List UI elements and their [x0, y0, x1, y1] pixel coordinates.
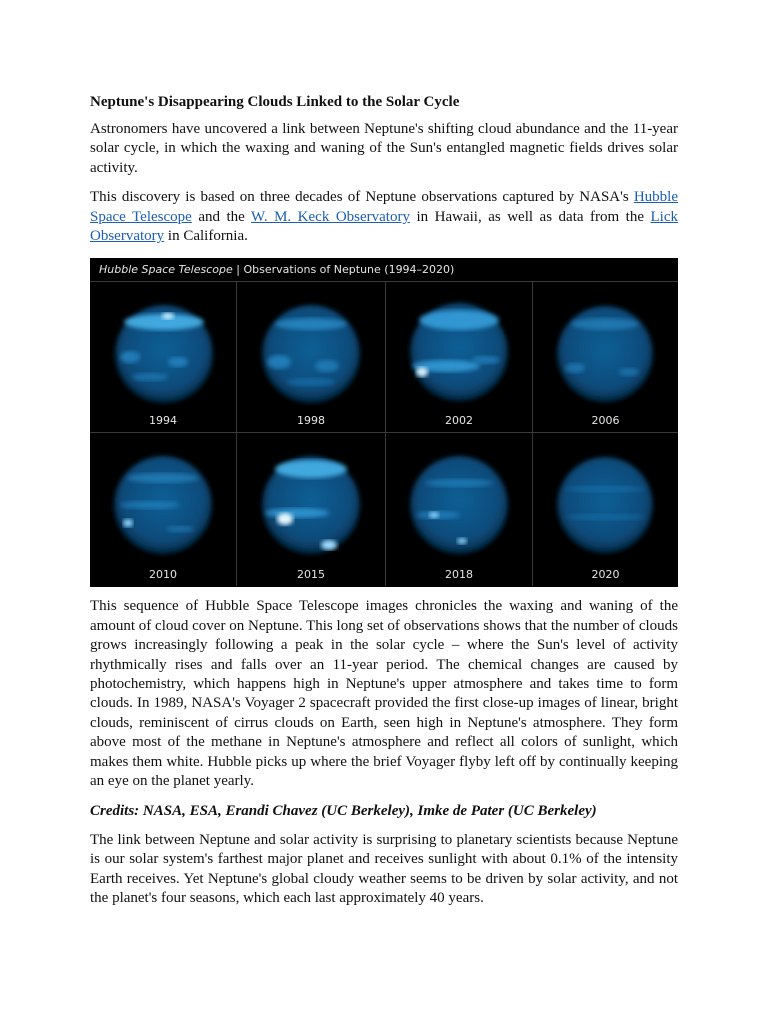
neptune-panel-2018 — [386, 433, 533, 586]
neptune-image-2006 — [533, 282, 678, 433]
year-label-2010: 2010 — [149, 568, 177, 582]
year-label-2002: 2002 — [445, 414, 473, 428]
year-label-2018: 2018 — [445, 568, 473, 582]
neptune-image-2010 — [90, 433, 237, 586]
neptune-image-2002 — [386, 282, 533, 433]
neptune-observations-figure — [90, 258, 678, 587]
neptune-panel-2010 — [90, 433, 237, 586]
neptune-panel-2015 — [237, 433, 386, 586]
hubble-link[interactable]: Hubble Space Telescope — [90, 189, 678, 225]
discovery-text-4: in California. — [164, 228, 248, 245]
neptune-image-1998 — [237, 282, 386, 433]
year-label-2020: 2020 — [591, 568, 620, 582]
discovery-text-2: and the — [191, 208, 252, 225]
neptune-image-1994 — [90, 282, 237, 433]
neptune-panel-1994 — [90, 282, 237, 433]
article-title: Neptune's Disappearing Clouds Linked to the Solar Cycle — [90, 94, 460, 110]
neptune-panel-2006 — [533, 282, 678, 433]
year-label-2015: 2015 — [297, 568, 325, 582]
year-label-2006: 2006 — [591, 414, 620, 428]
year-label-1998: 1998 — [297, 414, 325, 428]
paragraph-intro: Astronomers have uncovered a link between Neptune's shifting cloud abundance and the 11-year solar cycle, in which the waxing and waning of the Sun's entangled magnetic fields drives solar activity. — [90, 121, 678, 176]
neptune-panel-1998 — [237, 282, 386, 433]
neptune-image-2015 — [237, 433, 386, 586]
figure-caption: This sequence of Hubble Space Telescope images chronicles the waxing and waning of the amount of cloud cover on Neptune. This long set of observations shows that the number of clouds grows increasingly following a peak in the solar cycle – where the Sun's level of activity rhythmically rises and falls over an 11-year period. The chemical changes are caused by photochemistry, which happens high in Neptune's upper atmosphere and takes time to form clouds. In 1989, NASA's Voyager 2 spacecraft provided the first close-up images of linear, bright clouds, reminiscent of cirrus clouds on Earth, seen high in Neptune's atmosphere. They form above most of the methane in Neptune's atmosphere and reflect all colors of sunlight, which makes them white. Hubble picks up where the brief Voyager flyby left off by continually keeping an eye on the planet yearly. — [90, 598, 678, 790]
neptune-image-2018 — [386, 433, 533, 586]
keck-observatory-link[interactable]: W. M. Keck Observatory — [251, 208, 410, 225]
image-credits: Credits: NASA, ESA, Erandi Chavez (UC Berkeley), Imke de Pater (UC Berkeley) — [90, 802, 597, 819]
figure-header — [90, 258, 678, 282]
neptune-image-grid — [90, 282, 678, 586]
figure-header-title: | Observations of Neptune (1994–2020) — [232, 263, 455, 277]
figure-header-telescope: Hubble Space Telescope — [99, 263, 233, 277]
year-label-1994: 1994 — [149, 414, 177, 428]
neptune-panel-2020 — [533, 433, 678, 586]
discovery-text-1: This discovery is based on three decades of Neptune observations captured by NASA's — [90, 189, 634, 206]
paragraph-solar-link: The link between Neptune and solar activity is surprising to planetary scientists because Neptune is our solar system's farthest major planet and receives sunlight with about 0.1% of the intensity Earth receives. Yet Neptune's global cloudy weather seems to be driven by solar activity, and not the planet's four seasons, which each last approximately 40 years. — [90, 831, 678, 907]
discovery-text-3: in Hawaii, as well as data from the — [409, 208, 651, 225]
paragraph-discovery — [90, 188, 678, 246]
lick-observatory-link[interactable]: Lick Observatory — [90, 208, 679, 245]
neptune-image-2020 — [533, 433, 678, 586]
article — [90, 93, 678, 919]
neptune-panel-2002 — [386, 282, 533, 433]
